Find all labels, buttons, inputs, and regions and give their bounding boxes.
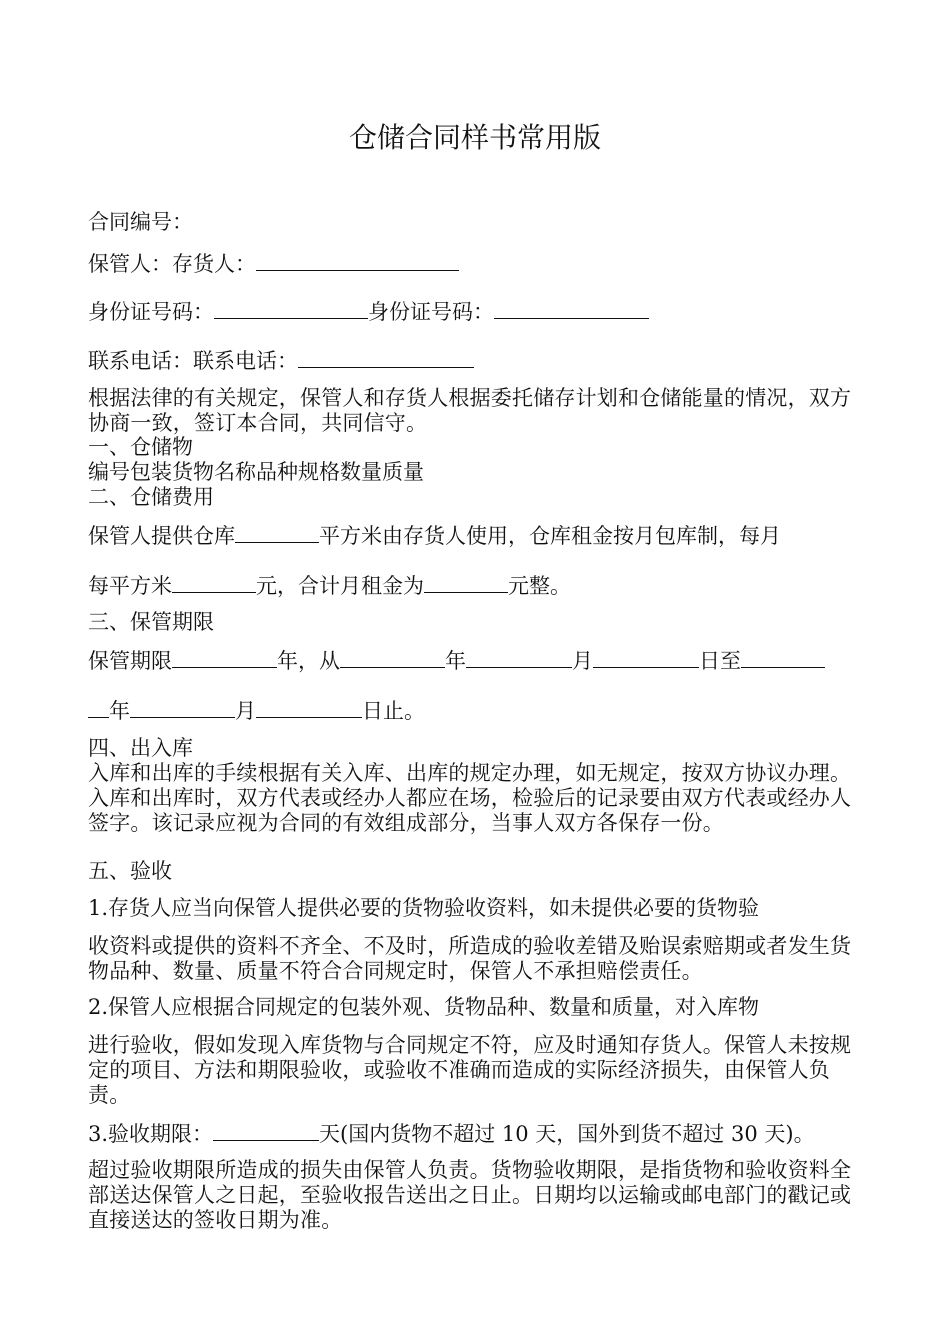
end-month-label: 月: [235, 699, 256, 723]
end-day-label: 日止。: [362, 699, 425, 723]
id-number-blank-b: [494, 298, 649, 319]
acceptance-period-blank: [213, 1120, 319, 1141]
acceptance-item-3-first-line: [88, 1120, 815, 1147]
start-month-blank: [466, 647, 572, 668]
acceptance-item-1-rest: 收资料或提供的资料不齐全、不及时，所造成的验收差错及贻误索赔期或者发生货物品种、数量、质量不符合合同规定时，保管人不承担赔偿责任。: [88, 934, 852, 983]
parties-field: [88, 250, 459, 277]
term-years-blank: [172, 647, 277, 668]
id-number-label-b: 身份证号码：: [368, 300, 494, 324]
rent-total-suffix: 元整。: [508, 574, 571, 598]
document-title: 仓储合同样书常用版: [348, 121, 601, 154]
section-3-line-2: [88, 697, 425, 724]
acceptance-period-text: 天(国内货物不超过 10 天，国外到货不超过 30 天)。: [319, 1122, 815, 1146]
id-number-label-a: 身份证号码：: [88, 300, 214, 324]
term-label: 保管期限: [88, 649, 172, 673]
start-year-blank: [340, 647, 445, 668]
rent-area-label: 保管人提供仓库: [88, 524, 235, 548]
end-day-blank: [256, 697, 362, 718]
section-1-heading: 一、仓储物: [88, 435, 193, 459]
rent-total-label: 元，合计月租金为: [256, 574, 424, 598]
start-month-label: 月: [572, 649, 593, 673]
rent-price-blank: [172, 572, 256, 593]
rent-price-label: 每平方米: [88, 574, 172, 598]
section-2-heading: 二、仓储费用: [88, 485, 214, 509]
acceptance-item-3-rest: 超过验收期限所造成的损失由保管人负责。货物验收期限，是指货物和验收资料全部送达保管人之日起，至验收报告送出之日止。日期均以运输或邮电部门的戳记或直接送达的签收日期为准。: [88, 1158, 852, 1232]
rent-total-blank: [424, 572, 508, 593]
section-4-heading: 四、出入库: [88, 736, 193, 760]
id-number-blank-a: [214, 298, 368, 319]
section-4-body: 入库和出库的手续根据有关入库、出库的规定办理，如无规定，按双方协议办理。入库和出库时，双方代表或经办人都应在场，检验后的记录要由双方代表或经办人签字。该记录应视为合同的有效组成部分，当事人双方各保存一份。: [88, 761, 852, 835]
start-day-label: 日至: [699, 649, 741, 673]
phone-field: [88, 347, 474, 374]
phone-blank: [298, 347, 474, 368]
rent-area-blank: [235, 522, 319, 543]
section-3-line-1: [88, 647, 825, 674]
intro-paragraph: 根据法律的有关规定，保管人和存货人根据委托储存计划和仓储能量的情况，双方协商一致，签订本合同，共同信守。: [88, 386, 852, 435]
section-5-heading: 五、验收: [88, 859, 172, 883]
phone-label: 联系电话：联系电话：: [88, 349, 298, 373]
section-1-columns: 编号包装货物名称品种规格数量质量: [88, 460, 424, 484]
section-2-line-2: [88, 572, 571, 599]
end-year-blank-part-1: [741, 647, 825, 668]
end-month-blank: [130, 697, 235, 718]
id-number-field: [88, 298, 649, 325]
acceptance-item-2-first-line: 2.保管人应根据合同规定的包装外观、货物品种、数量和质量，对入库物: [88, 995, 760, 1019]
section-2-line-1: [88, 522, 781, 549]
parties-blank: [256, 250, 459, 271]
parties-label: 保管人：存货人：: [88, 252, 256, 276]
start-day-blank: [593, 647, 699, 668]
contract-number-field: [88, 210, 193, 235]
end-year-label: 年: [109, 699, 130, 723]
term-from-label: 年，从: [277, 649, 340, 673]
rent-area-text: 平方米由存货人使用，仓库租金按月包库制，每月: [319, 524, 781, 548]
acceptance-item-1-first-line: 1.存货人应当向保管人提供必要的货物验收资料，如未提供必要的货物验: [88, 896, 760, 920]
end-year-blank-part-2: [88, 697, 109, 718]
section-3-heading: 三、保管期限: [88, 610, 214, 634]
acceptance-item-2-rest: 进行验收，假如发现入库货物与合同规定不符，应及时通知存货人。保管人未按规定的项目、方法和期限验收，或验收不准确而造成的实际经济损失，由保管人负责。: [88, 1033, 852, 1107]
contract-number-label: 合同编号：: [88, 210, 193, 234]
acceptance-period-label: 3.验收期限：: [88, 1122, 214, 1146]
start-year-label: 年: [445, 649, 466, 673]
